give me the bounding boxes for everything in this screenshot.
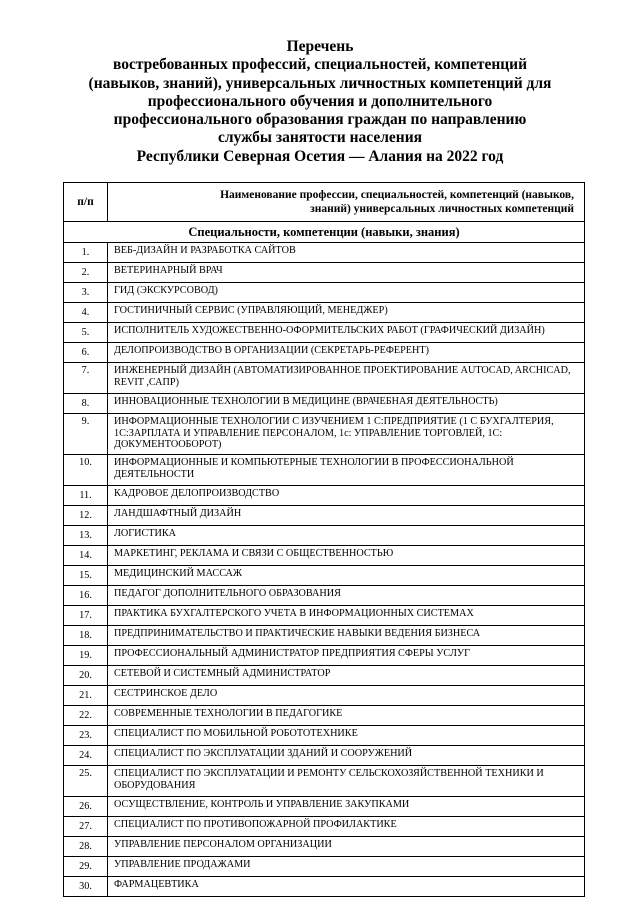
row-name: ИСПОЛНИТЕЛЬ ХУДОЖЕСТВЕННО-ОФОРМИТЕЛЬСКИХ РАБОТ (ГРАФИЧЕСКИЙ ДИЗАЙН) — [108, 323, 585, 343]
table-row — [64, 706, 585, 726]
row-number: 9. — [64, 414, 108, 455]
row-number: 20. — [64, 666, 108, 686]
row-number: 17. — [64, 606, 108, 626]
title-line: (навыков, знаний), универсальных личностных компетенций для — [88, 74, 552, 92]
table-row — [64, 686, 585, 706]
title-line: Перечень — [286, 38, 354, 55]
row-number: 30. — [64, 877, 108, 897]
title-line: профессионального образования граждан по направлению — [113, 111, 527, 129]
table-row — [64, 323, 585, 343]
row-name: ИНФОРМАЦИОННЫЕ ТЕХНОЛОГИИ С ИЗУЧЕНИЕМ 1 С:ПРЕДПРИЯТИЕ (1 С БУХГАЛТЕРИЯ, 1С:ЗАРПЛАТА И УПРАВЛЕНИЕ ПЕРСОНАЛОМ, 1с: УПРАВЛЕНИЕ ТОРГОВЛЕЙ, 1С: ДОКУМЕНТООБОРОТ) — [108, 414, 585, 455]
section-title: Специальности, компетенции (навыки, знания) — [64, 222, 585, 243]
row-name: СЕТЕВОЙ И СИСТЕМНЫЙ АДМИНИСТРАТОР — [108, 666, 585, 686]
title-line: профессионального обучения и дополнительного — [147, 92, 493, 110]
title-line: Республики Северная Осетия — Алания на 2022 год — [136, 147, 504, 165]
row-name: ПРЕДПРИНИМАТЕЛЬСТВО И ПРАКТИЧЕСКИЕ НАВЫКИ ВЕДЕНИЯ БИЗНЕСА — [108, 626, 585, 646]
row-name: СПЕЦИАЛИСТ ПО МОБИЛЬНОЙ РОБОТОТЕХНИКЕ — [108, 726, 585, 746]
row-number: 1. — [64, 243, 108, 263]
table-row — [64, 666, 585, 686]
row-number: 29. — [64, 857, 108, 877]
row-number: 19. — [64, 646, 108, 666]
row-number: 27. — [64, 817, 108, 837]
table-row — [64, 343, 585, 363]
row-number: 11. — [64, 486, 108, 506]
row-number: 25. — [64, 766, 108, 797]
row-name: ВЕТЕРИНАРНЫЙ ВРАЧ — [108, 263, 585, 283]
header-name — [108, 183, 585, 222]
row-name: МАРКЕТИНГ, РЕКЛАМА И СВЯЗИ С ОБЩЕСТВЕННОСТЬЮ — [108, 546, 585, 566]
table-row — [64, 263, 585, 283]
table-row — [64, 546, 585, 566]
row-number: 2. — [64, 263, 108, 283]
row-name: ПРАКТИКА БУХГАЛТЕРСКОГО УЧЕТА В ИНФОРМАЦИОННЫХ СИСТЕМАХ — [108, 606, 585, 626]
row-name: МЕДИЦИНСКИЙ МАССАЖ — [108, 566, 585, 586]
row-number: 23. — [64, 726, 108, 746]
row-number: 4. — [64, 303, 108, 323]
table-row — [64, 837, 585, 857]
row-name: СПЕЦИАЛИСТ ПО ЭКСПЛУАТАЦИИ ЗДАНИЙ И СООРУЖЕНИЙ — [108, 746, 585, 766]
table-row — [64, 414, 585, 455]
row-name: ИНЖЕНЕРНЫЙ ДИЗАЙН (АВТОМАТИЗИРОВАННОЕ ПРОЕКТИРОВАНИЕ AUTOCAD, ARCHICAD, REVIT ,САПР) — [108, 363, 585, 394]
row-number: 10. — [64, 455, 108, 486]
row-name: СОВРЕМЕННЫЕ ТЕХНОЛОГИИ В ПЕДАГОГИКЕ — [108, 706, 585, 726]
header-number: п/п — [64, 183, 108, 222]
professions-table-body — [64, 183, 585, 897]
table-row — [64, 726, 585, 746]
row-number: 8. — [64, 394, 108, 414]
table-row — [64, 303, 585, 323]
header-name-line: Наименование профессии, специальностей, компетенций (навыков, — [220, 189, 574, 201]
document-title — [40, 38, 600, 166]
professions-table — [63, 182, 585, 897]
row-number: 6. — [64, 343, 108, 363]
row-name: ЛАНДШАФТНЫЙ ДИЗАЙН — [108, 506, 585, 526]
row-name: ДЕЛОПРОИЗВОДСТВО В ОРГАНИЗАЦИИ (СЕКРЕТАРЬ-РЕФЕРЕНТ) — [108, 343, 585, 363]
table-row — [64, 817, 585, 837]
row-name: ГИД (ЭКСКУРСОВОД) — [108, 283, 585, 303]
table-row — [64, 646, 585, 666]
table-row — [64, 394, 585, 414]
table-row — [64, 455, 585, 486]
row-number: 3. — [64, 283, 108, 303]
row-number: 14. — [64, 546, 108, 566]
row-name: ФАРМАЦЕВТИКА — [108, 877, 585, 897]
table-row — [64, 766, 585, 797]
table-row — [64, 363, 585, 394]
row-name: ПЕДАГОГ ДОПОЛНИТЕЛЬНОГО ОБРАЗОВАНИЯ — [108, 586, 585, 606]
row-name: СПЕЦИАЛИСТ ПО ЭКСПЛУАТАЦИИ И РЕМОНТУ СЕЛЬСКОХОЗЯЙСТВЕННОЙ ТЕХНИКИ И ОБОРУДОВАНИЯ — [108, 766, 585, 797]
table-row — [64, 606, 585, 626]
title-line: востребованных профессий, специальностей, компетенций — [112, 56, 528, 74]
table-row — [64, 857, 585, 877]
table-header-row — [64, 183, 585, 222]
table-row — [64, 566, 585, 586]
row-number: 24. — [64, 746, 108, 766]
table-row — [64, 877, 585, 897]
row-name: УПРАВЛЕНИЕ ПРОДАЖАМИ — [108, 857, 585, 877]
table-row — [64, 506, 585, 526]
row-number: 7. — [64, 363, 108, 394]
table-row — [64, 283, 585, 303]
row-name: СЕСТРИНСКОЕ ДЕЛО — [108, 686, 585, 706]
row-name: ВЕБ-ДИЗАЙН И РАЗРАБОТКА САЙТОВ — [108, 243, 585, 263]
row-number: 28. — [64, 837, 108, 857]
row-number: 13. — [64, 526, 108, 546]
row-number: 5. — [64, 323, 108, 343]
row-number: 18. — [64, 626, 108, 646]
table-row — [64, 797, 585, 817]
row-name: ИНФОРМАЦИОННЫЕ И КОМПЬЮТЕРНЫЕ ТЕХНОЛОГИИ В ПРОФЕССИОНАЛЬНОЙ ДЕЯТЕЛЬНОСТИ — [108, 455, 585, 486]
title-line: службы занятости населения — [217, 129, 423, 147]
row-name: ИННОВАЦИОННЫЕ ТЕХНОЛОГИИ В МЕДИЦИНЕ (ВРАЧЕБНАЯ ДЕЯТЕЛЬНОСТЬ) — [108, 394, 585, 414]
row-name: ГОСТИНИЧНЫЙ СЕРВИС (УПРАВЛЯЮЩИЙ, МЕНЕДЖЕР) — [108, 303, 585, 323]
row-number: 12. — [64, 506, 108, 526]
table-row — [64, 626, 585, 646]
table-row — [64, 486, 585, 506]
table-row — [64, 586, 585, 606]
section-row — [64, 222, 585, 243]
row-name: УПРАВЛЕНИЕ ПЕРСОНАЛОМ ОРГАНИЗАЦИИ — [108, 837, 585, 857]
row-number: 21. — [64, 686, 108, 706]
row-name: ПРОФЕССИОНАЛЬНЫЙ АДМИНИСТРАТОР ПРЕДПРИЯТИЯ СФЕРЫ УСЛУГ — [108, 646, 585, 666]
header-name-line: знаний) универсальных личностных компетенций — [310, 203, 574, 215]
row-number: 16. — [64, 586, 108, 606]
row-name: СПЕЦИАЛИСТ ПО ПРОТИВОПОЖАРНОЙ ПРОФИЛАКТИКЕ — [108, 817, 585, 837]
row-name: ОСУЩЕСТВЛЕНИЕ, КОНТРОЛЬ И УПРАВЛЕНИЕ ЗАКУПКАМИ — [108, 797, 585, 817]
table-row — [64, 243, 585, 263]
table-row — [64, 526, 585, 546]
row-number: 15. — [64, 566, 108, 586]
table-row — [64, 746, 585, 766]
row-number: 26. — [64, 797, 108, 817]
row-number: 22. — [64, 706, 108, 726]
row-name: ЛОГИСТИКА — [108, 526, 585, 546]
row-name: КАДРОВОЕ ДЕЛОПРОИЗВОДСТВО — [108, 486, 585, 506]
